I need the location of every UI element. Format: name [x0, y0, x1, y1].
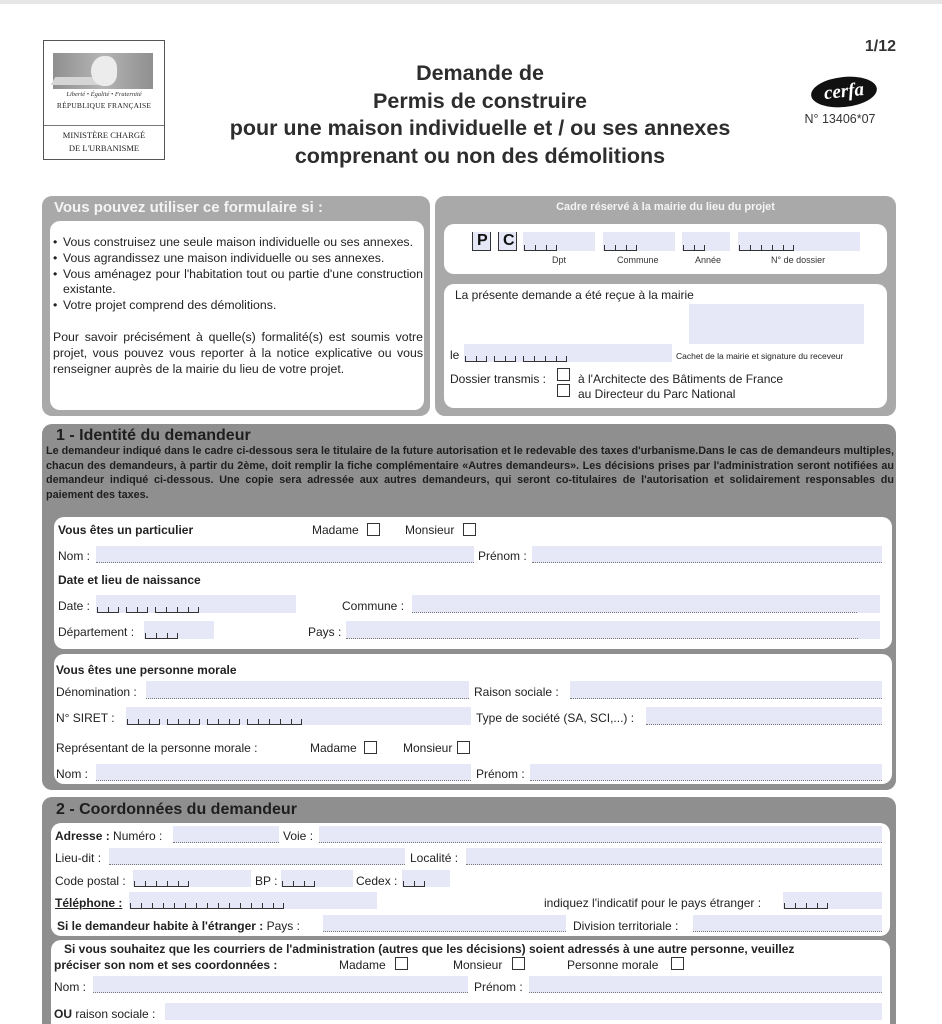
usage-panel-title: Vous pouvez utiliser ce formulaire si : [54, 199, 323, 216]
courrier-text-2: préciser son nom et ses coordonnées : [54, 958, 278, 972]
stamp-field[interactable] [689, 304, 864, 344]
birth-heading: Date et lieu de naissance [58, 573, 201, 587]
bp-label: BP : [255, 874, 278, 888]
voie-input[interactable] [319, 826, 882, 843]
usage-panel-content [50, 221, 424, 410]
list-item: • Vous aménagez pour l'habitation tout ou partie d'une construction existante. [53, 267, 423, 299]
mairie-panel-title: Cadre réservé à la mairie du lieu du projet [556, 201, 775, 213]
raison-sociale-label: Raison sociale : [474, 685, 559, 699]
courrier-nom-label: Nom : [54, 980, 87, 994]
le-label: le [450, 348, 460, 362]
localite-input[interactable] [466, 848, 882, 865]
adresse-line: Adresse : Numéro : [55, 829, 163, 843]
morale-monsieur-checkbox[interactable] [457, 741, 470, 754]
pc-letter-p: P [477, 232, 488, 249]
denomination-input[interactable] [146, 681, 469, 699]
republique-francaise-logo [43, 40, 165, 160]
morale-heading: Vous êtes une personne morale [56, 663, 237, 677]
page-top-edge [0, 0, 942, 4]
list-item: • Vous construisez une seule maison individuelle ou ses annexes. [53, 235, 423, 251]
particulier-nom-input[interactable] [96, 546, 474, 563]
morale-monsieur-label: Monsieur [403, 741, 453, 755]
particulier-madame-checkbox[interactable] [367, 523, 380, 536]
morale-nom-input[interactable] [96, 764, 471, 781]
denomination-label: Dénomination : [56, 685, 137, 699]
type-societe-label: Type de société (SA, SCI,...) : [476, 711, 635, 725]
list-item: • Vous agrandissez une maison individuelle ou ses annexes. [53, 251, 423, 267]
form-title: Demande de Permis de construire pour une maison individuelle et / ou ses annexes comprenant ou non des démolitions [229, 61, 731, 168]
particulier-monsieur-checkbox[interactable] [463, 523, 476, 536]
dossier-label: Dossier transmis : [450, 372, 547, 386]
cedex-label: Cedex : [356, 874, 398, 888]
list-item: • Votre projet comprend des démolitions. [53, 298, 423, 314]
prenom-label: Prénom : [478, 549, 527, 563]
logo-ministry: MINISTÈRE CHARGÉ DE L'URBANISME [62, 130, 146, 153]
usage-panel [42, 196, 430, 416]
courrier-nom-input[interactable] [93, 976, 468, 993]
stamp-label: Cachet de la mairie et signature du receveur [676, 351, 844, 361]
usage-bullet-list [53, 235, 423, 314]
localite-label: Localité : [410, 851, 459, 865]
section-1-title: 1 - Identité du demandeur [56, 427, 251, 444]
pays-label: Pays : [308, 625, 342, 639]
pc-label-annee: Année [695, 255, 722, 265]
etranger-pays-input[interactable] [323, 915, 566, 932]
morale-prenom-label: Prénom : [476, 767, 525, 781]
morale-madame-label: Madame [310, 741, 357, 755]
section-1-intro: Le demandeur indiqué dans le cadre ci-dessous sera le titulaire de la future autorisation et le redevable des taxes d'urbanisme.Dans le cas de demandeurs multiples, chacun des demandeurs, à partir du 2ème, doit remplir la fiche complémentaire «Autres demandeurs». Les décisions prises par l'administration seront notifiées au demandeur indiqué ci-dessous. Une copie sera adressée aux autres demandeurs, qui seront co-titulaires de l'autorisation et solidairement responsables du paiement des taxes. [46, 445, 894, 501]
courrier-prenom-input[interactable] [529, 976, 882, 993]
section-coordonnees [42, 797, 896, 1024]
morale-madame-checkbox[interactable] [364, 741, 377, 754]
courrier-text-1: Si vous souhaitez que les courriers de l'administration (autres que les décisions) soient adressés à une autre personne, veuillez [64, 942, 795, 956]
usage-paragraph: Pour savoir précisément à quelle(s) formalité(s) est soumis votre projet, vous pouvez vous reporter à la notice explicative ou vous renseigner auprès de la mairie du lieu de votre projet. [53, 330, 423, 376]
pc-label-dpt: Dpt [552, 255, 567, 265]
courrier-monsieur-checkbox[interactable] [512, 957, 525, 970]
courrier-monsieur-label: Monsieur [453, 958, 503, 972]
section-identite [42, 424, 896, 790]
division-label: Division territoriale : [573, 919, 679, 933]
courrier-raison-line: OU raison sociale : [54, 1007, 156, 1021]
parc-national-checkbox[interactable] [557, 384, 570, 397]
date-label: Date : [58, 599, 91, 613]
nom-label: Nom : [58, 549, 91, 563]
abf-label: à l'Architecte des Bâtiments de France [578, 372, 784, 386]
personne-morale-box [54, 654, 892, 784]
received-label: La présente demande a été reçue à la mairie [455, 288, 694, 302]
pc-number-box [444, 224, 887, 274]
birth-pays-input[interactable] [346, 621, 880, 639]
reception-box [444, 284, 887, 408]
particulier-box [54, 517, 892, 649]
parc-national-label: au Directeur du Parc National [578, 387, 736, 401]
siret-label: N° SIRET : [56, 711, 115, 725]
raison-sociale-input[interactable] [570, 681, 882, 699]
pc-letter-c: C [503, 232, 515, 249]
logo-republic: RÉPUBLIQUE FRANÇAISE [56, 101, 152, 110]
logo-motto: Liberté • Égalité • Fraternité [66, 91, 142, 98]
indicatif-label: indiquez l'indicatif pour le pays étranger : [544, 896, 762, 910]
courrier-madame-checkbox[interactable] [395, 957, 408, 970]
telephone-label: Téléphone : [55, 896, 123, 910]
particulier-prenom-input[interactable] [532, 546, 882, 563]
monsieur-label: Monsieur [405, 523, 455, 537]
courrier-raison-sociale-input[interactable] [165, 1003, 882, 1020]
lieu-dit-label: Lieu-dit : [55, 851, 102, 865]
etranger-line: Si le demandeur habite à l'étranger : Pays : [57, 919, 300, 933]
courrier-prenom-label: Prénom : [474, 980, 523, 994]
adresse-box [51, 823, 890, 936]
page-number: 1/12 [864, 38, 896, 55]
representant-label: Représentant de la personne morale : [56, 741, 258, 755]
courrier-morale-label: Personne morale [567, 958, 659, 972]
voie-label: Voie : [283, 829, 314, 843]
courrier-morale-checkbox[interactable] [671, 957, 684, 970]
commune-label: Commune : [342, 599, 405, 613]
birth-commune-input[interactable] [412, 595, 880, 613]
division-input[interactable] [693, 915, 882, 932]
madame-label: Madame [312, 523, 359, 537]
particulier-heading: Vous êtes un particulier [58, 523, 194, 537]
adresse-numero-input[interactable] [173, 826, 279, 843]
abf-checkbox[interactable] [557, 368, 570, 381]
morale-prenom-input[interactable] [530, 764, 882, 781]
lieu-dit-input[interactable] [109, 848, 405, 865]
cerfa-logo: cerfa [810, 74, 879, 111]
type-societe-input[interactable] [646, 707, 882, 725]
courrier-madame-label: Madame [339, 958, 386, 972]
departement-label: Département : [58, 625, 135, 639]
code-postal-label: Code postal : [55, 874, 126, 888]
marianne-icon [53, 53, 153, 89]
pc-label-dossier: N° de dossier [771, 255, 826, 265]
mairie-panel [435, 196, 896, 416]
pc-label-commune: Commune [617, 255, 659, 265]
morale-nom-label: Nom : [56, 767, 89, 781]
cerfa-number: N° 13406*07 [804, 112, 876, 126]
courrier-box [51, 940, 890, 1024]
section-2-title: 2 - Coordonnées du demandeur [56, 801, 297, 818]
